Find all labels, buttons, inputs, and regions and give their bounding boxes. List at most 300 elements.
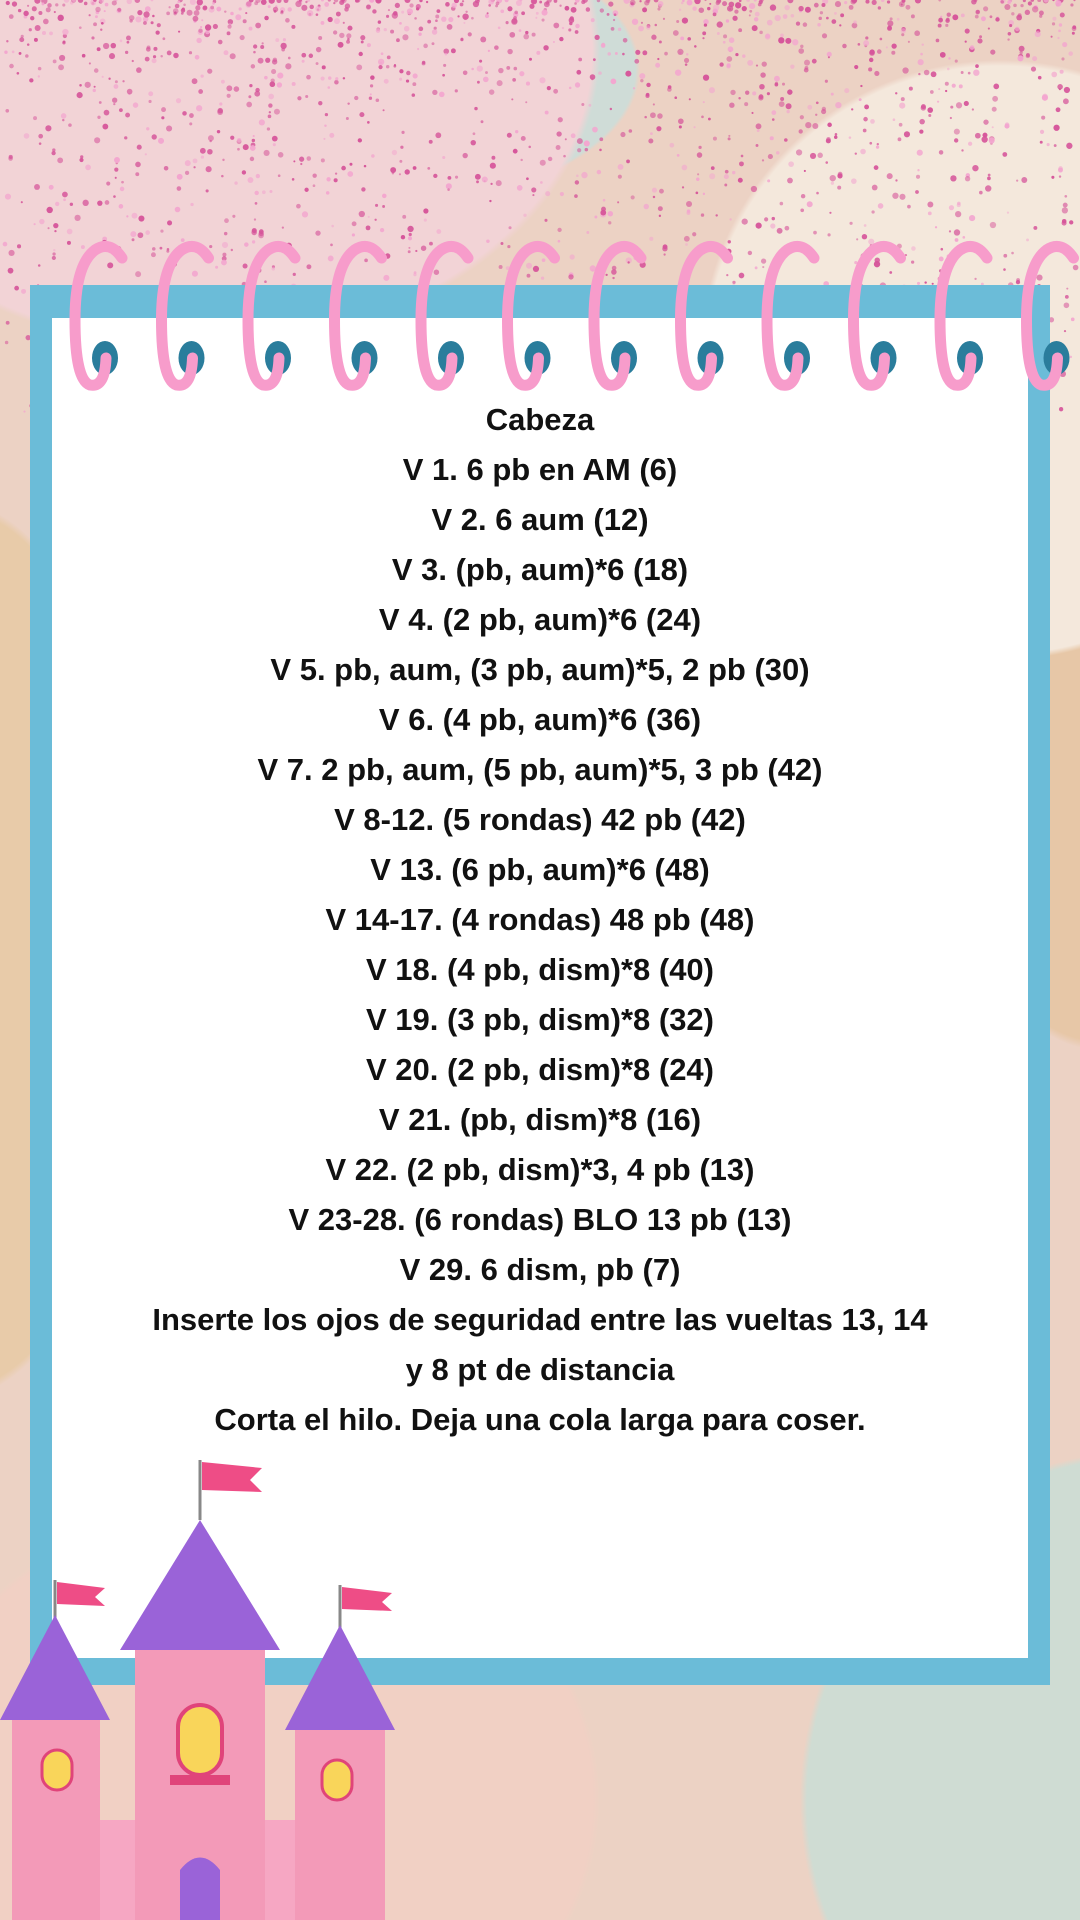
glitter-dot [724, 184, 727, 187]
glitter-dot [757, 129, 760, 132]
glitter-dot [335, 173, 337, 175]
glitter-dot [939, 18, 943, 22]
glitter-dot [280, 43, 286, 49]
pattern-line: Corta el hilo. Deja una cola larga para coser. [214, 1402, 866, 1437]
pattern-line: V 23-28. (6 rondas) BLO 13 pb (13) [288, 1202, 792, 1237]
glitter-dot [784, 138, 788, 142]
glitter-dot [870, 119, 875, 124]
glitter-dot [571, 133, 576, 138]
glitter-dot [849, 222, 852, 225]
glitter-dot [25, 54, 29, 58]
glitter-dot [321, 158, 325, 162]
glitter-dot [983, 6, 988, 11]
glitter-dot [799, 129, 803, 133]
glitter-dot [653, 103, 655, 105]
glitter-dot [151, 21, 154, 24]
glitter-dot [85, 82, 91, 88]
glitter-dot [369, 97, 372, 100]
glitter-dot [844, 1, 847, 4]
glitter-dot [592, 127, 598, 133]
glitter-dot [752, 91, 756, 95]
glitter-dot [904, 131, 910, 137]
glitter-dot [625, 71, 631, 77]
glitter-dot [800, 45, 803, 48]
glitter-dot [386, 65, 389, 68]
glitter-dot [376, 28, 380, 32]
glitter-dot [767, 179, 770, 182]
glitter-dot [318, 101, 322, 105]
glitter-dot [102, 124, 108, 130]
glitter-dot [680, 36, 684, 40]
glitter-dot [436, 229, 441, 234]
glitter-dot [901, 28, 906, 33]
glitter-dot [968, 72, 971, 75]
glitter-dot [668, 85, 672, 89]
glitter-dot [6, 40, 8, 42]
glitter-dot [166, 125, 172, 131]
glitter-dot [485, 14, 489, 18]
glitter-dot [358, 138, 362, 142]
glitter-dot [151, 0, 154, 1]
glitter-dot [288, 57, 291, 60]
glitter-dot [352, 221, 357, 226]
glitter-dot [42, 31, 46, 35]
glitter-dot [359, 52, 363, 56]
glitter-dot [270, 81, 276, 87]
glitter-dot [654, 0, 659, 2]
glitter-dot [1033, 226, 1037, 230]
glitter-dot [1060, 70, 1064, 74]
glitter-dot [705, 0, 707, 1]
glitter-dot [480, 37, 486, 43]
glitter-dot [6, 1, 10, 5]
glitter-dot [325, 113, 328, 116]
glitter-dot [613, 19, 615, 21]
glitter-dot [264, 150, 270, 156]
glitter-dot [406, 79, 409, 82]
glitter-dot [442, 156, 445, 159]
glitter-dot [617, 201, 619, 203]
glitter-dot [269, 190, 272, 193]
glitter-dot [556, 145, 561, 150]
glitter-dot [328, 76, 331, 79]
glitter-dot [975, 15, 979, 19]
glitter-dot [709, 173, 715, 179]
glitter-dot [1019, 46, 1025, 52]
glitter-dot [895, 92, 897, 94]
glitter-dot [728, 46, 734, 52]
glitter-dot [465, 11, 467, 13]
glitter-dot [104, 10, 106, 12]
glitter-dot [5, 194, 11, 200]
glitter-dot [770, 4, 776, 10]
glitter-dot [699, 7, 705, 13]
glitter-dot [394, 64, 396, 66]
glitter-dot [949, 205, 954, 210]
glitter-dot [599, 149, 602, 152]
glitter-dot [344, 7, 349, 12]
glitter-dot [924, 70, 930, 76]
glitter-dot [18, 9, 21, 12]
glitter-dot [675, 69, 681, 75]
glitter-dot [782, 83, 785, 86]
glitter-dot [917, 150, 923, 156]
glitter-dot [498, 26, 501, 29]
glitter-dot [678, 118, 684, 124]
glitter-dot [334, 80, 339, 85]
glitter-dot [659, 41, 662, 44]
glitter-dot [414, 17, 417, 20]
glitter-dot [104, 110, 110, 116]
glitter-dot [895, 179, 897, 181]
glitter-dot [125, 51, 128, 54]
glitter-dot [349, 163, 352, 166]
glitter-dot [178, 31, 180, 33]
glitter-dot [190, 203, 193, 206]
glitter-dot [132, 213, 138, 219]
glitter-dot [126, 35, 131, 40]
glitter-dot [865, 0, 869, 4]
glitter-dot [540, 160, 546, 166]
glitter-dot [198, 29, 202, 33]
glitter-dot [1020, 4, 1023, 7]
glitter-dot [490, 183, 492, 185]
glitter-dot [957, 203, 961, 207]
glitter-dot [445, 2, 449, 6]
glitter-dot [476, 180, 479, 183]
glitter-dot [287, 7, 291, 11]
glitter-dot [283, 38, 286, 41]
glitter-dot [113, 195, 116, 198]
glitter-dot [318, 36, 322, 40]
glitter-dot [677, 49, 683, 55]
glitter-dot [1039, 11, 1044, 16]
glitter-dot [778, 37, 784, 43]
glitter-dot [333, 30, 337, 34]
glitter-dot [523, 34, 529, 40]
pattern-line: y 8 pt de distancia [405, 1352, 675, 1387]
glitter-dot [575, 24, 580, 29]
glitter-dot [34, 184, 40, 190]
glitter-dot [185, 160, 191, 166]
glitter-dot [45, 125, 51, 131]
glitter-dot [262, 42, 264, 44]
glitter-dot [145, 230, 150, 235]
glitter-dot [1025, 10, 1030, 15]
glitter-dot [273, 143, 276, 146]
glitter-dot [254, 191, 258, 195]
glitter-dot [713, 12, 717, 16]
glitter-dot [831, 182, 834, 185]
glitter-dot [217, 130, 220, 133]
glitter-dot [772, 118, 775, 121]
glitter-dot [655, 24, 658, 27]
glitter-dot [608, 1, 613, 6]
glitter-dot [536, 12, 539, 15]
glitter-dot [407, 8, 413, 14]
glitter-dot [1062, 219, 1067, 224]
glitter-dot [805, 7, 811, 13]
glitter-dot [535, 17, 537, 19]
glitter-dot [293, 160, 295, 162]
glitter-dot [505, 0, 509, 2]
glitter-dot [862, 234, 867, 239]
glitter-dot [954, 138, 958, 142]
glitter-dot [716, 1, 720, 5]
glitter-dot [239, 7, 242, 10]
glitter-dot [313, 184, 316, 187]
glitter-dot [827, 52, 832, 57]
glitter-dot [97, 200, 102, 205]
glitter-dot [972, 108, 974, 110]
glitter-dot [339, 33, 344, 38]
glitter-dot [780, 202, 784, 206]
glitter-dot [749, 10, 752, 13]
glitter-dot [1052, 0, 1054, 1]
glitter-dot [252, 228, 257, 233]
glitter-dot [759, 31, 763, 35]
glitter-dot [1016, 15, 1022, 21]
glitter-dot [526, 82, 530, 86]
glitter-dot [796, 21, 800, 25]
glitter-dot [117, 8, 121, 12]
glitter-dot [460, 38, 463, 41]
glitter-dot [230, 53, 236, 59]
glitter-dot [909, 87, 913, 91]
glitter-dot [79, 84, 82, 87]
glitter-dot [1041, 116, 1045, 120]
glitter-dot [127, 0, 132, 4]
glitter-dot [694, 0, 700, 4]
glitter-dot [663, 18, 665, 20]
glitter-dot [570, 16, 574, 20]
glitter-dot [1060, 12, 1065, 17]
glitter-dot [490, 163, 496, 169]
glitter-dot [703, 193, 705, 195]
glitter-dot [751, 186, 757, 192]
glitter-dot [813, 231, 817, 235]
glitter-dot [949, 230, 951, 232]
glitter-dot [396, 38, 400, 42]
glitter-dot [138, 216, 144, 222]
glitter-dot [557, 228, 561, 232]
glitter-dot [851, 108, 853, 110]
glitter-dot [827, 233, 830, 236]
glitter-dot [770, 136, 774, 140]
glitter-dot [433, 174, 437, 178]
glitter-dot [633, 87, 635, 89]
glitter-dot [756, 144, 759, 147]
glitter-dot [553, 23, 559, 29]
glitter-dot [517, 185, 523, 191]
glitter-dot [145, 6, 151, 12]
glitter-dot [32, 6, 37, 11]
glitter-dot [982, 133, 987, 138]
glitter-dot [12, 1, 17, 6]
glitter-dot [869, 58, 873, 62]
glitter-dot [427, 20, 431, 24]
glitter-dot [597, 170, 601, 174]
glitter-dot [253, 135, 255, 137]
glitter-dot [418, 33, 421, 36]
glitter-dot [584, 140, 590, 146]
pattern-line: Inserte los ojos de seguridad entre las vueltas 13, 14 [152, 1302, 928, 1337]
glitter-dot [787, 178, 793, 184]
glitter-dot [201, 155, 204, 158]
glitter-dot [694, 126, 696, 128]
glitter-dot [536, 51, 540, 55]
glitter-dot [49, 32, 53, 36]
glitter-dot [600, 210, 606, 216]
glitter-dot [711, 166, 715, 170]
glitter-dot [43, 19, 49, 25]
glitter-dot [419, 0, 422, 2]
glitter-dot [682, 186, 684, 188]
glitter-dot [384, 28, 387, 31]
glitter-dot [868, 67, 872, 71]
glitter-dot [586, 7, 590, 11]
glitter-dot [423, 44, 428, 49]
glitter-dot [336, 12, 341, 17]
glitter-dot [1053, 125, 1059, 131]
glitter-dot [562, 27, 564, 29]
glitter-dot [770, 223, 775, 228]
glitter-dot [232, 215, 235, 218]
glitter-dot [148, 91, 153, 96]
glitter-dot [41, 2, 44, 5]
glitter-dot [703, 74, 709, 80]
glitter-dot [23, 411, 25, 413]
glitter-dot [940, 16, 942, 18]
glitter-dot [968, 142, 972, 146]
glitter-dot [1038, 76, 1042, 80]
glitter-dot [292, 178, 295, 181]
glitter-dot [874, 71, 879, 76]
glitter-dot [167, 51, 172, 56]
glitter-dot [607, 13, 610, 16]
glitter-dot [498, 68, 503, 73]
glitter-dot [831, 19, 836, 24]
glitter-dot [899, 123, 903, 127]
glitter-dot [167, 220, 172, 225]
glitter-dot [327, 86, 330, 89]
glitter-dot [687, 0, 693, 5]
glitter-dot [725, 170, 729, 174]
glitter-dot [196, 38, 201, 43]
glitter-dot [521, 11, 525, 15]
glitter-dot [462, 13, 468, 19]
glitter-dot [816, 192, 819, 195]
glitter-dot [1058, 30, 1061, 33]
glitter-dot [174, 11, 177, 14]
glitter-dot [234, 86, 240, 92]
glitter-dot [361, 40, 364, 43]
glitter-dot [259, 119, 265, 125]
glitter-dot [927, 107, 933, 113]
glitter-dot [226, 85, 232, 91]
glitter-dot [329, 133, 334, 138]
glitter-dot [578, 58, 582, 62]
glitter-dot [300, 163, 302, 165]
glitter-dot [611, 79, 617, 85]
glitter-dot [401, 11, 404, 14]
glitter-dot [679, 125, 682, 128]
glitter-dot [1057, 37, 1059, 39]
glitter-dot [669, 143, 674, 148]
glitter-dot [920, 53, 923, 56]
glitter-dot [156, 30, 160, 34]
glitter-dot [284, 0, 289, 3]
glitter-dot [446, 183, 452, 189]
glitter-dot [12, 51, 15, 54]
glitter-dot [591, 78, 593, 80]
glitter-dot [971, 0, 976, 5]
glitter-dot [82, 54, 86, 58]
glitter-dot [887, 173, 893, 179]
glitter-dot [390, 167, 396, 173]
glitter-dot [548, 157, 552, 161]
glitter-dot [576, 70, 581, 75]
glitter-dot [544, 219, 547, 222]
glitter-dot [105, 200, 110, 205]
glitter-dot [657, 7, 660, 10]
glitter-dot [1059, 175, 1061, 177]
glitter-dot [677, 154, 680, 157]
glitter-dot [779, 101, 785, 107]
glitter-dot [53, 223, 58, 228]
glitter-dot [321, 0, 324, 2]
glitter-dot [291, 25, 295, 29]
glitter-dot [734, 10, 738, 14]
glitter-dot [29, 78, 33, 82]
glitter-dot [760, 72, 765, 77]
glitter-dot [4, 51, 7, 54]
glitter-dot [777, 228, 783, 234]
glitter-dot [62, 41, 65, 44]
glitter-dot [859, 98, 862, 101]
glitter-dot [1052, 22, 1055, 25]
glitter-dot [1059, 88, 1061, 90]
glitter-dot [646, 25, 651, 30]
glitter-dot [575, 180, 579, 184]
glitter-dot [730, 90, 735, 95]
glitter-dot [111, 43, 117, 49]
glitter-dot [222, 159, 224, 161]
glitter-dot [399, 22, 402, 25]
glitter-dot [965, 176, 970, 181]
glitter-dot [443, 64, 446, 67]
glitter-dot [435, 132, 441, 138]
glitter-dot [911, 14, 915, 18]
glitter-dot [447, 176, 451, 180]
glitter-dot [1052, 17, 1056, 21]
glitter-dot [741, 155, 744, 158]
glitter-dot [803, 22, 807, 26]
glitter-dot [961, 71, 964, 74]
glitter-dot [995, 17, 999, 21]
glitter-dot [274, 10, 277, 13]
glitter-dot [95, 7, 100, 12]
glitter-dot [138, 232, 144, 238]
glitter-dot [249, 84, 252, 87]
glitter-dot [892, 193, 898, 199]
glitter-dot [401, 235, 405, 239]
glitter-dot [634, 59, 639, 64]
glitter-dot [454, 0, 459, 3]
glitter-dot [243, 144, 249, 150]
glitter-dot [326, 177, 330, 181]
glitter-dot [872, 185, 878, 191]
